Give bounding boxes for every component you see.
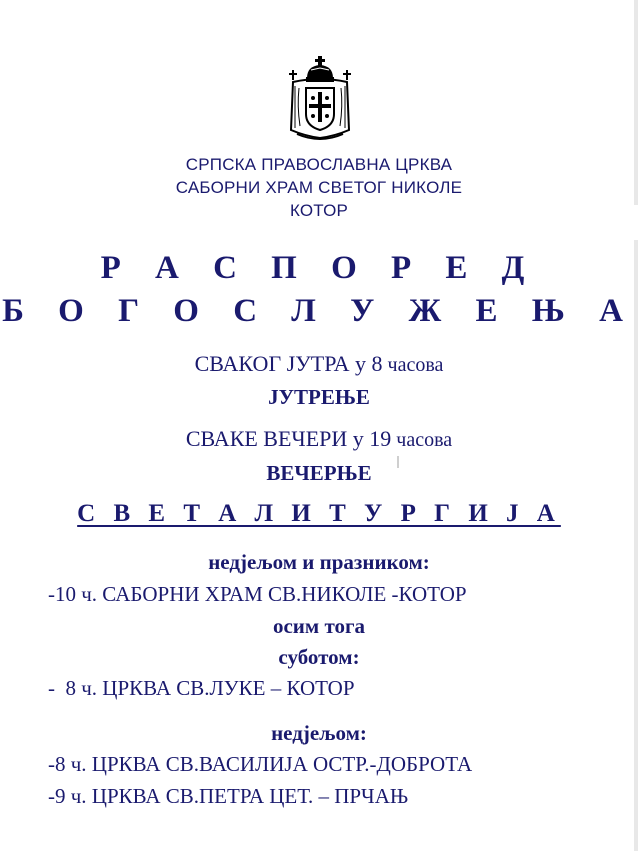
title-line-1: Р А С П О Р Е Д	[100, 250, 538, 286]
church-name: СРПСКА ПРАВОСЛАВНА ЦРКВА	[185, 155, 453, 174]
city-name: КОТОР	[289, 201, 349, 220]
evening-schedule-text: СВАКЕ ВЕЧЕРИ у 19	[185, 426, 392, 451]
schedule-item-1: -10 ч. САБОРНИ ХРАМ СВ.НИКОЛЕ -КОТОР	[48, 582, 467, 606]
morning-schedule-text: СВАКОГ ЈУТРА у 8	[194, 351, 383, 376]
schedule-item-4: -9 ч. ЦРКВА СВ.ПЕТРА ЦЕТ. – ПРЧАЊ	[48, 784, 409, 808]
evening-schedule-unit: часова	[391, 429, 453, 451]
besides-heading: осим тога	[272, 614, 366, 638]
coat-of-arms-icon	[285, 56, 355, 142]
saturdays-heading: суботом:	[278, 645, 360, 669]
schedule-item-3: -8 ч. ЦРКВА СВ.ВАСИЛИЈА ОСТР.-ДОБРОТА	[48, 752, 473, 776]
morning-service: ЈУТРЕЊЕ	[268, 385, 370, 409]
sundays-heading: недјељом:	[271, 721, 367, 745]
evening-service: ВЕЧЕРЊЕ	[266, 461, 372, 485]
morning-schedule-unit: часова	[382, 354, 444, 376]
liturgy-title: С В Е Т А Л И Т У Р Г И Ј А	[77, 500, 561, 527]
title-line-2: Б О Г О С Л У Ж Е Њ А	[2, 293, 636, 329]
morning-schedule	[0, 351, 638, 377]
schedule-item-2: - 8 ч. ЦРКВА СВ.ЛУКЕ – КОТОР	[48, 676, 355, 700]
evening-schedule	[0, 426, 638, 452]
sundays-holidays-heading: недјељом и празником:	[208, 550, 430, 574]
cathedral-name: САБОРНИ ХРАМ СВЕТОГ НИКОЛЕ	[175, 178, 463, 197]
